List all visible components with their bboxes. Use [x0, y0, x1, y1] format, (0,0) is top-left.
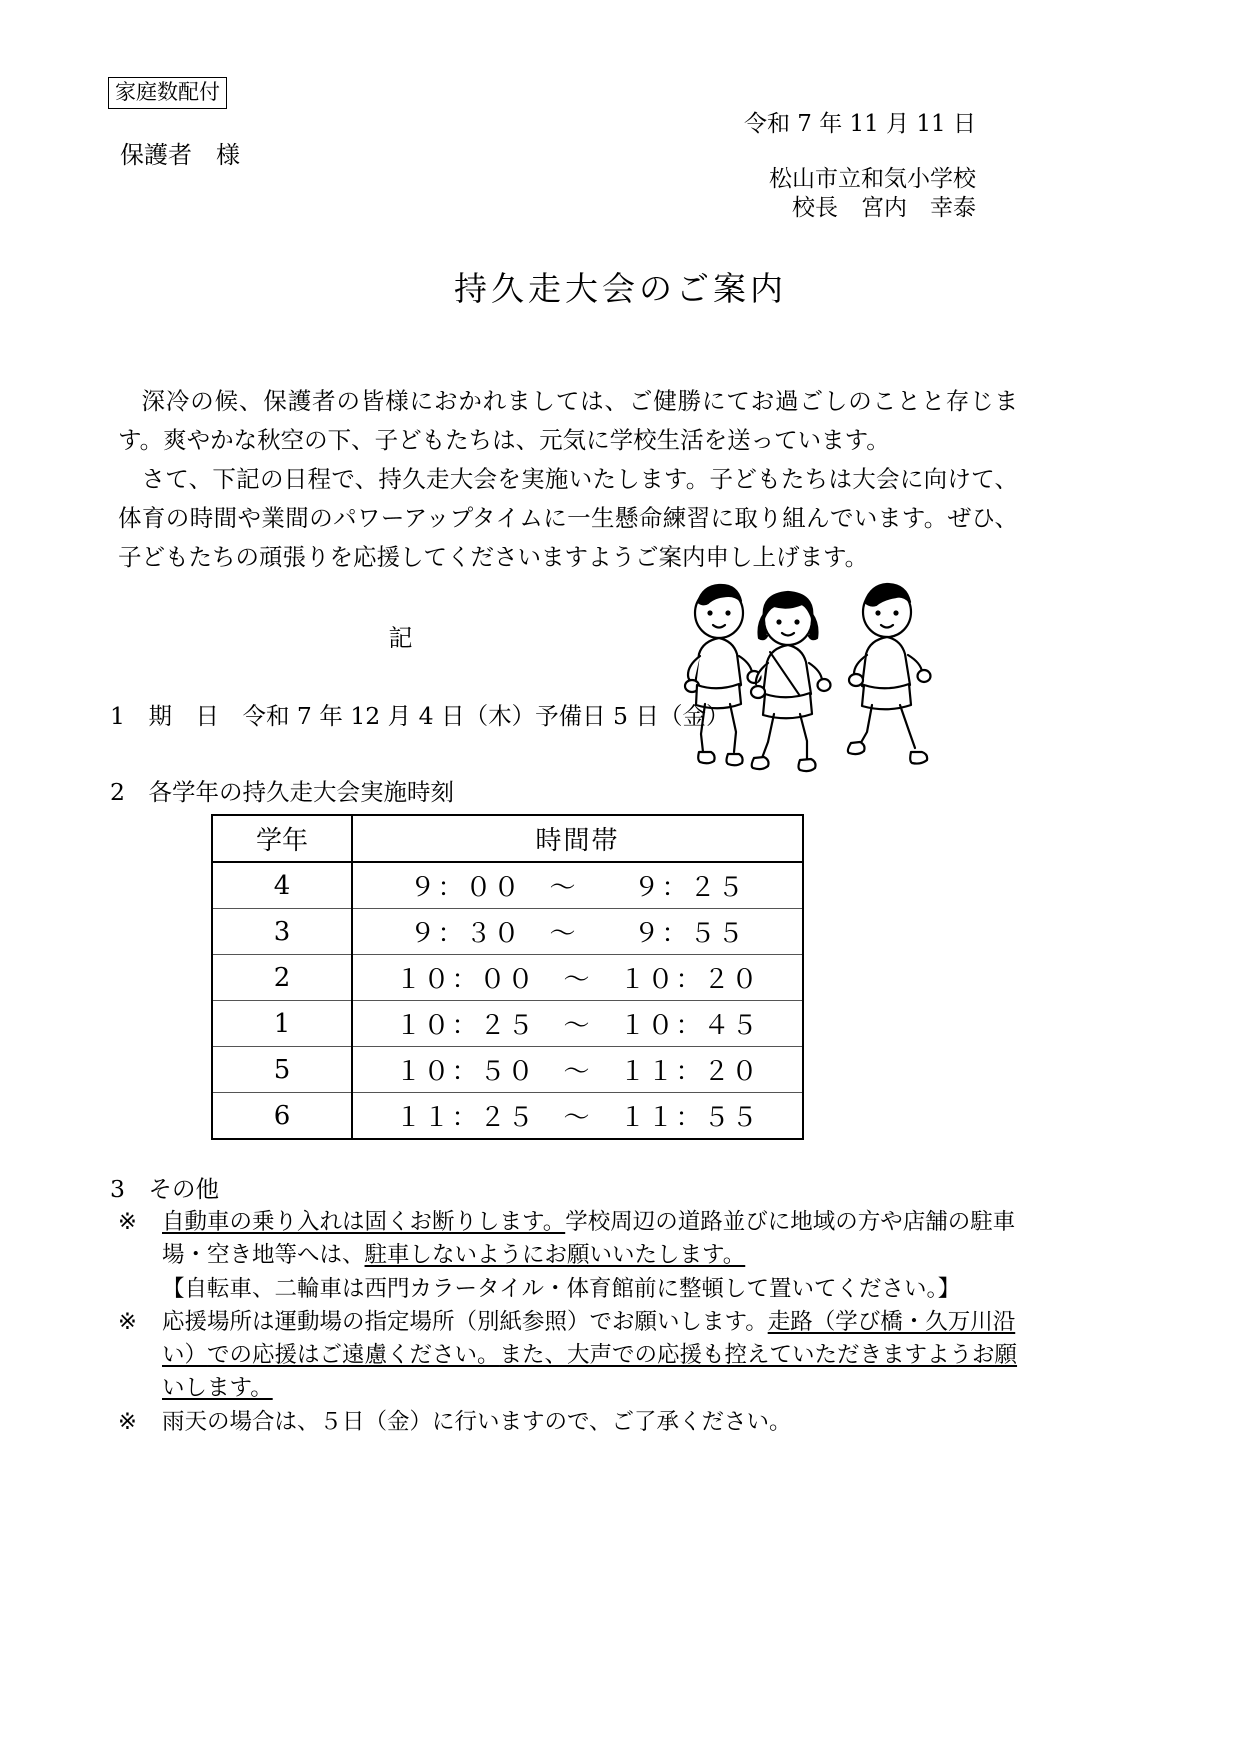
cell-time: ９：３０ ～ ９：５５ [352, 909, 803, 955]
schedule-table-wrapper [211, 814, 804, 1140]
three-running-children-illustration [672, 580, 982, 790]
body-paragraph-1: 深冷の候、保護者の皆様におかれましては、ご健勝にてお過ごしのことと存じます。爽やかな秋空の下、子どもたちは、元気に学校生活を送っています。 [118, 387, 1018, 454]
header-time: 時間帯 [352, 815, 803, 862]
note-1-brace-text: 【自転車、二輪車は西門カラータイル・体育館前に整頓して置いてください。】 [162, 1276, 961, 1302]
cell-grade: 6 [212, 1093, 352, 1140]
cell-grade: 5 [212, 1047, 352, 1093]
note-2-underline-2: での応援はご遠慮ください。 [207, 1342, 500, 1368]
item-1-date: 1 期 日 令和 7 年 12 月 4 日（木）予備日 5 日（金） [110, 702, 730, 730]
cell-time: ９：００ ～ ９：２５ [352, 862, 803, 909]
table-row [212, 955, 803, 1001]
note-item-3 [118, 1406, 1028, 1439]
note-1-underline-2: 駐車しないようにお願いいたします。 [364, 1242, 746, 1268]
cell-time: １０：５０ ～ １１：２０ [352, 1047, 803, 1093]
note-1-plain-2: 空き地等へは、 [207, 1242, 365, 1268]
note-item-1 [118, 1206, 1028, 1272]
cell-grade: 2 [212, 955, 352, 1001]
item-3-other-heading: 3 その他 [110, 1175, 219, 1203]
notes-list [118, 1206, 1028, 1440]
principal-name: 校長 宮内 幸泰 [792, 195, 976, 221]
note-2-underline-1: 走路（学び橋・久万川沿い） [162, 1309, 1016, 1368]
cell-grade: 4 [212, 862, 352, 909]
page-title: 持久走大会のご案内 [454, 269, 787, 308]
cell-time: １０：００ ～ １０：２０ [352, 955, 803, 1001]
cell-grade: 1 [212, 1001, 352, 1047]
note-mark-icon: ※ [118, 1409, 137, 1435]
header-grade: 学年 [212, 815, 352, 862]
note-mark-icon: ※ [118, 1309, 137, 1335]
note-item-2 [118, 1306, 1028, 1405]
note-1-plain-1: 学校周辺の道路並びに地域の方や店舗の駐車場・ [162, 1209, 1016, 1268]
note-1-underline-1: 自動車の乗り入れは固くお断りします。 [162, 1209, 566, 1235]
note-1-brace-line [162, 1273, 1028, 1306]
addressee: 保護者 様 [120, 141, 240, 169]
body-paragraph-2: さて、下記の日程で、持久走大会を実施いたします。子どもたちは大会に向けて、体育の時間や業間のパワーアップタイムに一生懸命練習に取り組んでいます。ぜひ、子どもたちの頑張りを応援してくださいますようご案内申し上げます。 [118, 465, 1018, 571]
note-2-plain-1: 応援場所は運動場の指定場所（別紙参照）でお願いします。 [162, 1309, 768, 1335]
schedule-table [211, 814, 804, 1140]
cell-time: １０：２５ ～ １０：４５ [352, 1001, 803, 1047]
distribution-stamp: 家庭数配付 [108, 77, 227, 109]
table-row [212, 1047, 803, 1093]
note-1-text [162, 1206, 1028, 1272]
table-row [212, 909, 803, 955]
note-mark-icon: ※ [118, 1209, 137, 1235]
cell-grade: 3 [212, 909, 352, 955]
item-2-schedule-heading: 2 各学年の持久走大会実施時刻 [110, 778, 454, 806]
note-2-underline-3: また、大声での応援も控えていただきますようお願いします。 [162, 1342, 1018, 1401]
school-name: 松山市立和気小学校 [769, 166, 976, 192]
note-3-text: 雨天の場合は、５日（金）に行いますので、ご了承ください。 [162, 1409, 792, 1435]
issue-date: 令和 7 年 11 月 11 日 [743, 111, 976, 137]
table-row [212, 1001, 803, 1047]
schedule-table-body [212, 815, 803, 1139]
note-2-text [162, 1306, 1028, 1405]
cell-time: １１：２５ ～ １１：５５ [352, 1093, 803, 1140]
table-row [212, 1093, 803, 1140]
body-text [118, 382, 1018, 577]
table-row [212, 862, 803, 909]
ki-marker: 記 [388, 624, 413, 652]
table-header-row [212, 815, 803, 862]
